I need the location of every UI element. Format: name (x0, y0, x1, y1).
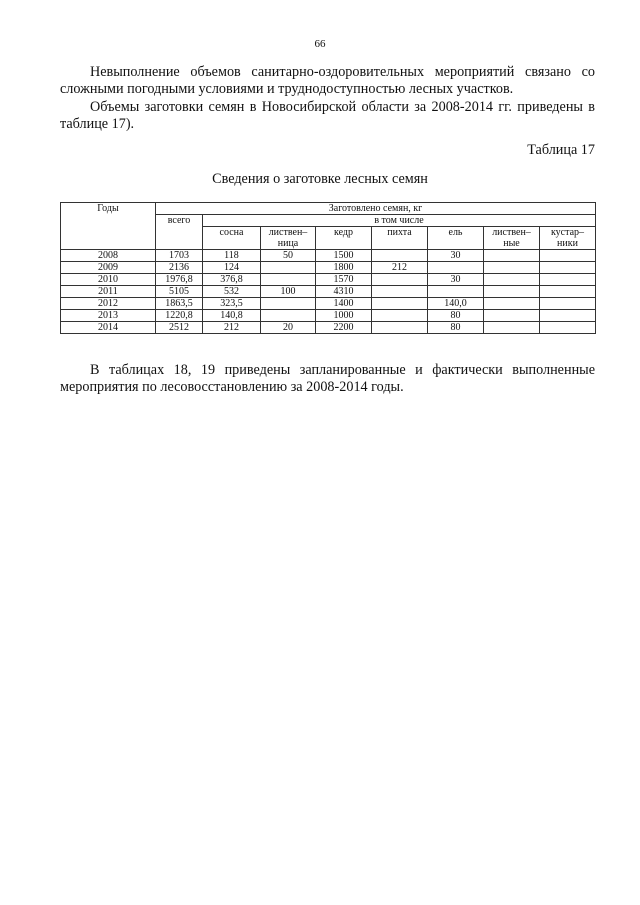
table-cell: 124 (203, 262, 261, 274)
table-row (61, 250, 596, 262)
table-label: Таблица 17 (527, 142, 595, 158)
table-cell (428, 262, 484, 274)
table-cell: 4310 (316, 286, 372, 298)
table-cell: 30 (428, 274, 484, 286)
table-row (61, 298, 596, 310)
header-species-deciduous: листвен–ные (484, 227, 540, 250)
header-years: Годы (61, 203, 156, 250)
table-cell: 140,8 (203, 310, 261, 322)
table-cell (484, 322, 540, 334)
paragraph-seed-volumes: Объемы заготовки семян в Новосибирской области за 2008-2014 гг. приведены в таблице 17). (60, 99, 595, 132)
table-title: Сведения о заготовке лесных семян (212, 171, 428, 187)
table-cell (261, 298, 316, 310)
table-row (61, 310, 596, 322)
table-row (61, 322, 596, 334)
table-cell: 212 (372, 262, 428, 274)
table-cell (540, 322, 596, 334)
table-cell (484, 286, 540, 298)
table-cell: 2200 (316, 322, 372, 334)
table-cell: 1400 (316, 298, 372, 310)
table-cell: 1976,8 (156, 274, 203, 286)
table-cell: 50 (261, 250, 316, 262)
year-cell: 2010 (61, 274, 156, 286)
table-cell (484, 310, 540, 322)
table-cell (484, 250, 540, 262)
table-cell (484, 298, 540, 310)
table-row (61, 274, 596, 286)
table-cell (484, 262, 540, 274)
table-cell (372, 274, 428, 286)
table-cell (540, 274, 596, 286)
table-cell: 1570 (316, 274, 372, 286)
year-cell: 2013 (61, 310, 156, 322)
page-number: 66 (314, 38, 326, 50)
table-cell (261, 310, 316, 322)
table-cell (540, 250, 596, 262)
table-cell: 118 (203, 250, 261, 262)
seed-table (60, 202, 596, 334)
header-species-cedar: кедр (316, 227, 372, 250)
header-species-pine: сосна (203, 227, 261, 250)
table-cell (540, 262, 596, 274)
table-cell (540, 298, 596, 310)
table-cell: 1863,5 (156, 298, 203, 310)
header-including: в том числе (203, 215, 596, 227)
year-cell: 2011 (61, 286, 156, 298)
header-seeds-collected: Заготовлено семян, кг (156, 203, 596, 215)
seed-table-body (61, 250, 596, 334)
table-cell: 20 (261, 322, 316, 334)
header-species-spruce: ель (428, 227, 484, 250)
table-cell (372, 250, 428, 262)
table-row (61, 286, 596, 298)
table-cell (372, 298, 428, 310)
table-cell: 2512 (156, 322, 203, 334)
table-cell (540, 286, 596, 298)
table-cell: 80 (428, 322, 484, 334)
table-cell (540, 310, 596, 322)
table-cell: 1500 (316, 250, 372, 262)
table-cell: 323,5 (203, 298, 261, 310)
paragraph-sanitary: Невыполнение объемов санитарно-оздоровительных мероприятий связано со сложными погодными условиями и труднодоступностью лесных участков. (60, 64, 595, 97)
table-cell (484, 274, 540, 286)
table-cell (372, 322, 428, 334)
table-cell (372, 286, 428, 298)
year-cell: 2014 (61, 322, 156, 334)
header-species-shrubs: кустар–ники (540, 227, 596, 250)
table-cell (261, 262, 316, 274)
header-species-larch: листвен–ница (261, 227, 316, 250)
table-cell: 5105 (156, 286, 203, 298)
table-cell: 1000 (316, 310, 372, 322)
table-cell: 376,8 (203, 274, 261, 286)
table-cell: 80 (428, 310, 484, 322)
table-cell (428, 286, 484, 298)
year-cell: 2012 (61, 298, 156, 310)
table-cell: 1220,8 (156, 310, 203, 322)
table-cell: 140,0 (428, 298, 484, 310)
year-cell: 2009 (61, 262, 156, 274)
table-cell: 1800 (316, 262, 372, 274)
table-cell: 100 (261, 286, 316, 298)
table-cell (261, 274, 316, 286)
paragraph-reforestation: В таблицах 18, 19 приведены запланированные и фактически выполненные мероприятия по лесовосстановлению за 2008-2014 годы. (60, 362, 595, 395)
table-row (61, 262, 596, 274)
header-species-fir: пихта (372, 227, 428, 250)
table-cell: 2136 (156, 262, 203, 274)
year-cell: 2008 (61, 250, 156, 262)
table-cell: 532 (203, 286, 261, 298)
table-cell: 212 (203, 322, 261, 334)
table-cell: 1703 (156, 250, 203, 262)
table-cell (372, 310, 428, 322)
header-total: всего (156, 215, 203, 250)
table-cell: 30 (428, 250, 484, 262)
